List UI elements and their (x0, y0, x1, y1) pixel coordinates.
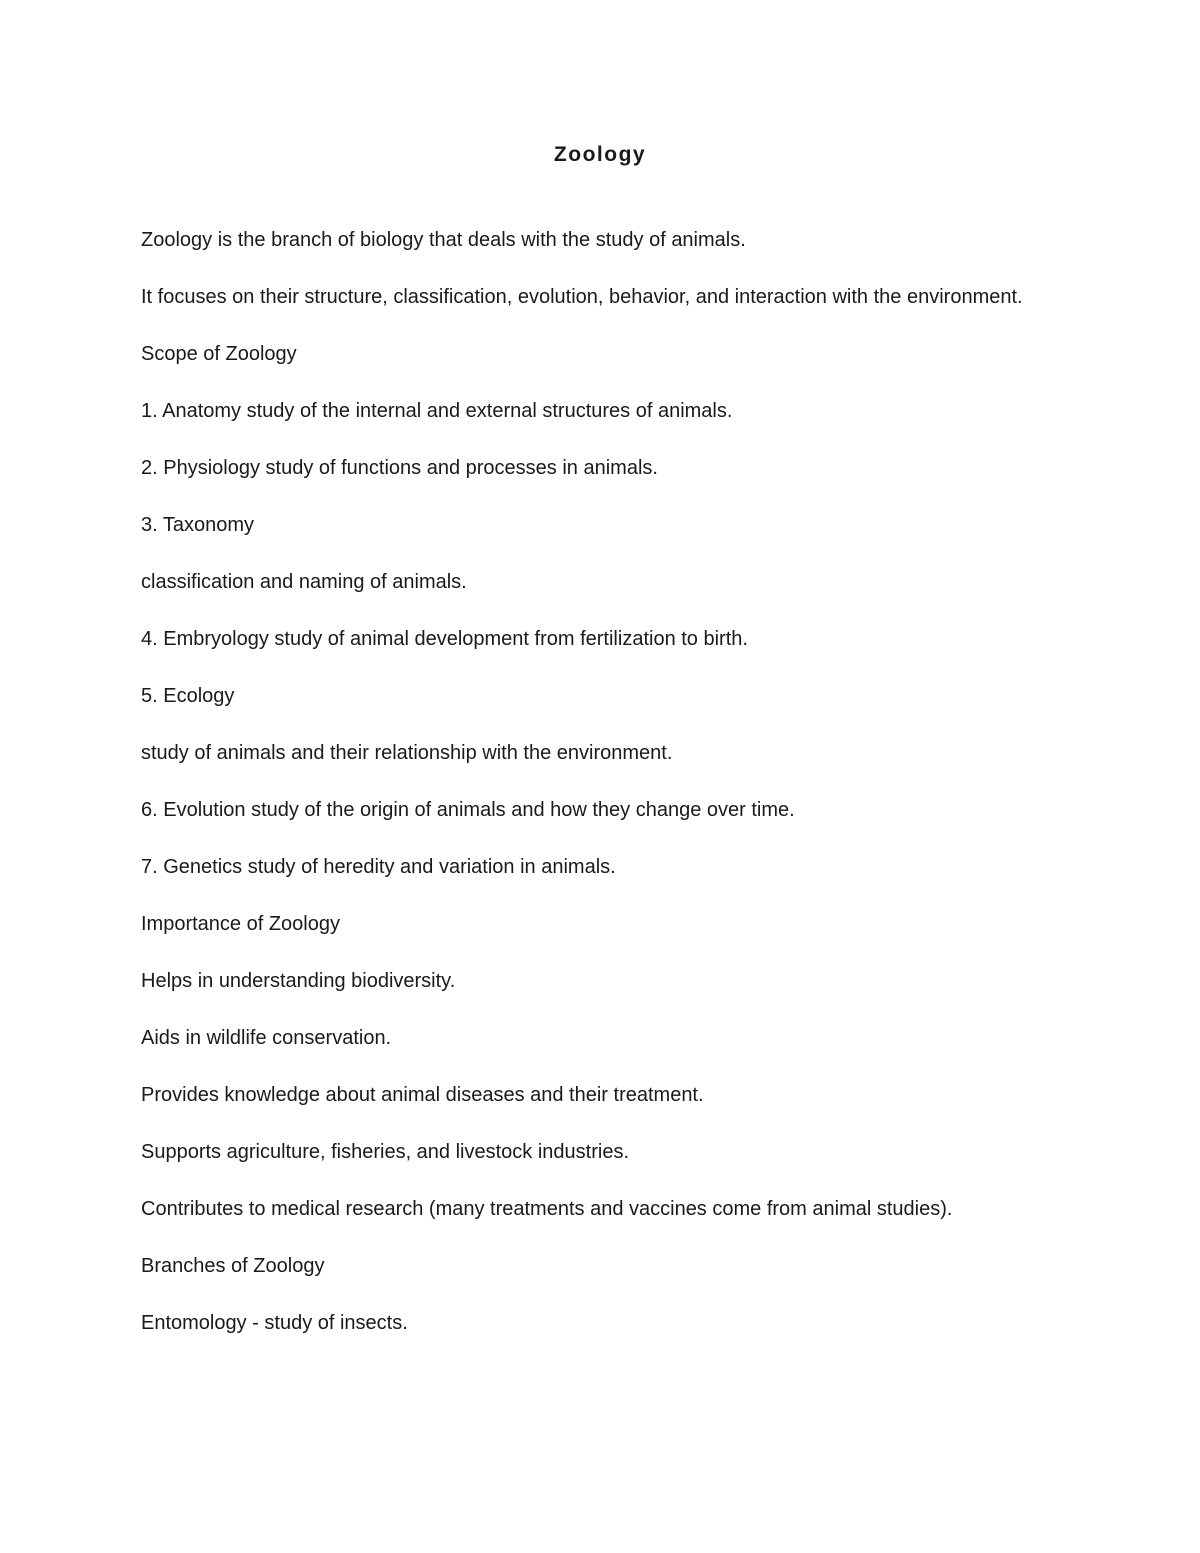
paragraph: Provides knowledge about animal diseases and their treatment. (141, 1084, 704, 1106)
paragraph: It focuses on their structure, classification, evolution, behavior, and interaction with the environment. (141, 286, 1023, 308)
section-heading: Scope of Zoology (141, 343, 297, 365)
list-item: 2. Physiology study of functions and processes in animals. (141, 457, 658, 479)
paragraph: Contributes to medical research (many treatments and vaccines come from animal studies). (141, 1198, 953, 1220)
list-item: 4. Embryology study of animal development from fertilization to birth. (141, 628, 748, 650)
paragraph: Supports agriculture, fisheries, and livestock industries. (141, 1141, 630, 1163)
list-item: 6. Evolution study of the origin of animals and how they change over time. (141, 799, 795, 821)
paragraph: Zoology is the branch of biology that deals with the study of animals. (141, 229, 746, 251)
paragraph: Helps in understanding biodiversity. (141, 970, 456, 992)
section-heading: Importance of Zoology (141, 913, 340, 935)
paragraph: classification and naming of animals. (141, 571, 467, 593)
paragraph: Entomology - study of insects. (141, 1312, 408, 1334)
list-item: 5. Ecology (141, 685, 235, 707)
list-item: 1. Anatomy study of the internal and external structures of animals. (141, 400, 733, 422)
paragraph: study of animals and their relationship with the environment. (141, 742, 673, 764)
document-title: Zoology (553, 143, 647, 166)
section-heading: Branches of Zoology (141, 1255, 325, 1277)
list-item: 7. Genetics study of heredity and variation in animals. (141, 856, 616, 878)
list-item: 3. Taxonomy (141, 514, 255, 536)
paragraph: Aids in wildlife conservation. (141, 1027, 392, 1049)
document-body (141, 226, 1041, 1366)
